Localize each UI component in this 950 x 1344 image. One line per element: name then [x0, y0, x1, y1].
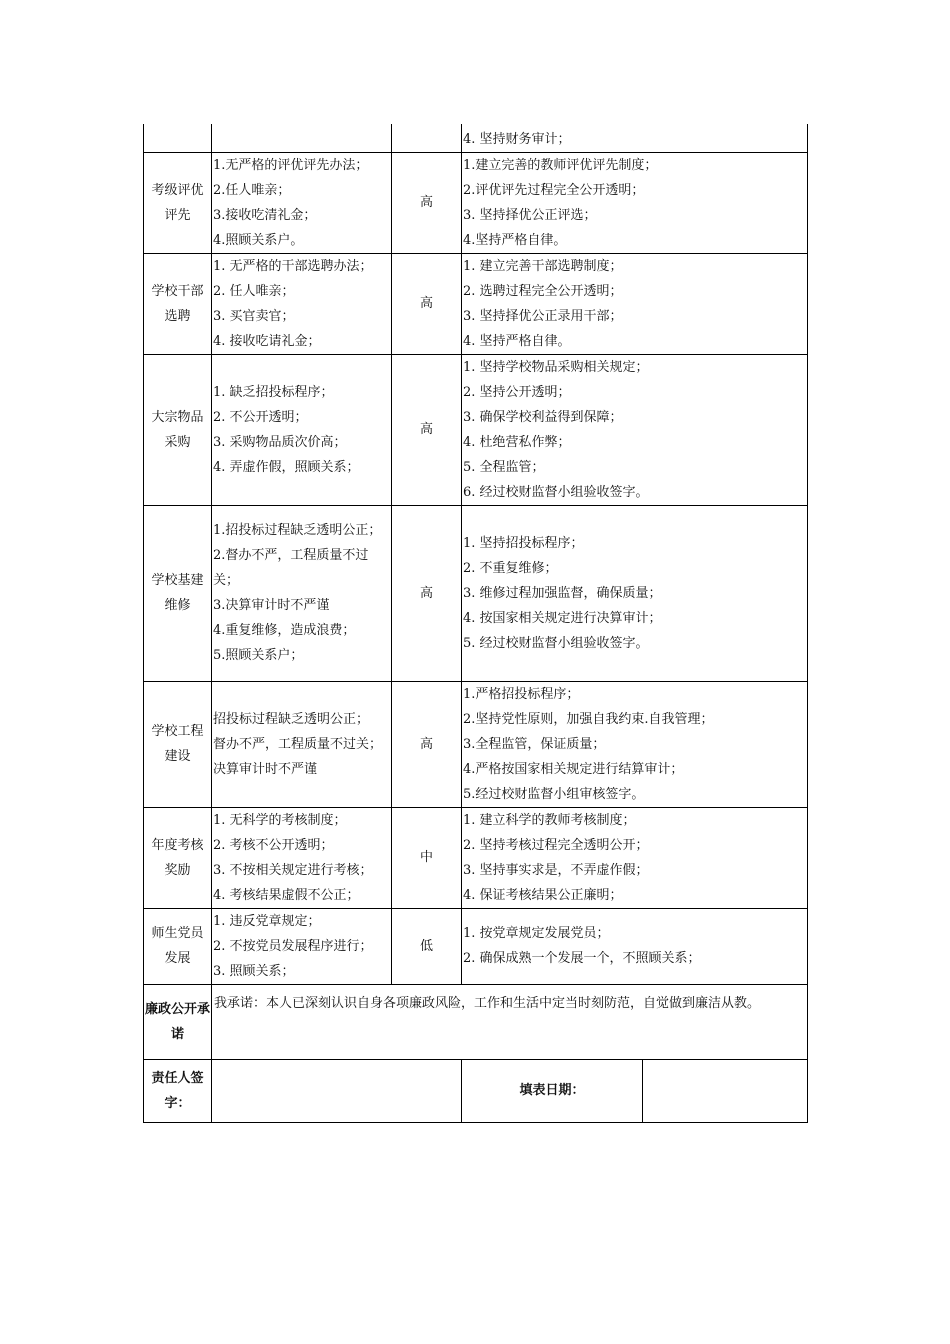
risk-item: 决算审计时不严谨 — [213, 761, 318, 777]
measure-item: 4. 坚持财务审计； — [463, 131, 571, 147]
table-row — [144, 807, 808, 908]
signature-field[interactable] — [212, 1059, 462, 1122]
measure-item: 1. 坚持学校物品采购相关规定； — [463, 359, 649, 375]
risk-item: 4.重复维修，造成浪费； — [213, 623, 356, 638]
risk-level-cell: 高 — [392, 253, 462, 354]
category-cell: 大宗物品采购 — [144, 354, 212, 505]
risk-cell — [212, 253, 392, 354]
risk-cell — [212, 152, 392, 253]
risk-level-cell: 高 — [392, 681, 462, 807]
measure-item: 4. 杜绝营私作弊； — [463, 434, 571, 450]
measure-item: 3.全程监管，保证质量； — [463, 736, 606, 752]
measure-item: 5. 经过校财监督小组验收签字。 — [463, 635, 649, 651]
measure-cell — [462, 354, 808, 505]
risk-item: 5.照顾关系户； — [213, 648, 304, 663]
measure-cell — [462, 152, 808, 253]
measure-item: 2. 不重复维修； — [463, 560, 558, 576]
table-row — [144, 908, 808, 984]
risk-level-cell: 高 — [392, 354, 462, 505]
measure-cell — [462, 908, 808, 984]
measure-item: 2. 坚持考核过程完全透明公开； — [463, 837, 649, 853]
measure-item: 2. 确保成熟一个发展一个，不照顾关系； — [463, 951, 701, 966]
risk-item: 2. 不公开透明； — [213, 409, 308, 425]
risk-item: 2.督办不严，工程质量不过关； — [213, 548, 369, 588]
risk-item: 1.招投标过程缺乏透明公正； — [213, 523, 382, 538]
risk-item: 1. 缺乏招投标程序； — [213, 384, 334, 400]
measure-item: 1.严格招投标程序； — [463, 686, 580, 702]
measure-item: 4.坚持严格自律。 — [463, 232, 567, 248]
risk-level-cell: 中 — [392, 807, 462, 908]
measure-item: 2. 选聘过程完全公开透明； — [463, 283, 623, 299]
risk-cell — [212, 124, 392, 152]
measure-item: 1.建立完善的教师评优评先制度； — [463, 157, 658, 173]
category-cell — [144, 124, 212, 152]
risk-item: 2. 任人唯亲； — [213, 283, 295, 299]
measure-item: 3. 坚持事实求是，不弄虚作假； — [463, 862, 649, 878]
measure-item: 2. 坚持公开透明； — [463, 384, 571, 400]
risk-table — [143, 124, 808, 1123]
risk-item: 3. 采购物品质次价高； — [213, 434, 347, 450]
measure-cell — [462, 253, 808, 354]
risk-item: 2. 考核不公开透明； — [213, 837, 334, 853]
risk-item: 3. 照顾关系； — [213, 963, 295, 979]
category-cell: 考级评优评先 — [144, 152, 212, 253]
measure-item: 2.坚持党性原则，加强自我约束.自我管理； — [463, 711, 714, 727]
risk-item: 3.决算审计时不严谨 — [213, 598, 330, 613]
risk-item: 1. 无严格的干部选聘办法； — [213, 258, 373, 274]
category-cell: 学校干部选聘 — [144, 253, 212, 354]
risk-level-cell — [392, 124, 462, 152]
risk-item: 招投标过程缺乏透明公正； — [213, 711, 370, 727]
signature-label: 责任人签字： — [144, 1059, 212, 1122]
measure-item: 3. 确保学校利益得到保障； — [463, 409, 623, 425]
measure-cell — [462, 505, 808, 681]
category-cell: 师生党员发展 — [144, 908, 212, 984]
measure-item: 3. 维修过程加强监督，确保质量； — [463, 585, 662, 601]
risk-cell — [212, 681, 392, 807]
measure-item: 3. 坚持择优公正评选； — [463, 207, 597, 223]
promise-label: 廉政公开承诺 — [144, 984, 212, 1059]
table-row — [144, 681, 808, 807]
date-label: 填表日期： — [462, 1059, 643, 1122]
risk-item: 4. 接收吃请礼金； — [213, 333, 321, 349]
measure-item: 4. 保证考核结果公正廉明； — [463, 887, 623, 903]
table-row — [144, 505, 808, 681]
measure-item: 1. 建立完善干部选聘制度； — [463, 258, 623, 274]
signature-row — [144, 1059, 808, 1122]
measure-item: 1. 按党章规定发展党员； — [463, 926, 610, 941]
risk-cell — [212, 354, 392, 505]
risk-item: 1. 违反党章规定； — [213, 913, 321, 929]
risk-item: 督办不严，工程质量不过关； — [213, 736, 383, 752]
measure-cell — [462, 681, 808, 807]
risk-cell — [212, 908, 392, 984]
risk-item: 3. 买官卖官； — [213, 308, 295, 324]
measure-item: 1. 建立科学的教师考核制度； — [463, 812, 636, 828]
risk-item: 4. 弄虚作假，照顾关系； — [213, 459, 360, 475]
measure-cell — [462, 124, 808, 152]
risk-level-cell: 低 — [392, 908, 462, 984]
risk-level-cell: 高 — [392, 152, 462, 253]
measure-item: 1. 坚持招投标程序； — [463, 535, 584, 551]
table-row — [144, 354, 808, 505]
risk-item: 4. 考核结果虚假不公正； — [213, 887, 360, 903]
category-cell: 学校基建维修 — [144, 505, 212, 681]
risk-item: 4.照顾关系户。 — [213, 232, 304, 248]
measure-item: 6. 经过校财监督小组验收签字。 — [463, 484, 649, 500]
promise-row — [144, 984, 808, 1059]
measure-item: 4. 按国家相关规定进行决算审计； — [463, 610, 662, 626]
risk-cell — [212, 807, 392, 908]
measure-item: 4. 坚持严格自律。 — [463, 333, 571, 349]
measure-item: 3. 坚持择优公正录用干部； — [463, 308, 623, 324]
table-row — [144, 152, 808, 253]
risk-item: 2.任人唯亲； — [213, 182, 291, 198]
risk-item: 3.接收吃清礼金； — [213, 207, 317, 223]
risk-item: 1.无严格的评优评先办法； — [213, 157, 369, 173]
measure-item: 4.严格按国家相关规定进行结算审计； — [463, 761, 684, 777]
risk-item: 2. 不按党员发展程序进行； — [213, 938, 373, 954]
risk-level-cell: 高 — [392, 505, 462, 681]
date-field[interactable] — [643, 1059, 808, 1122]
measure-item: 2.评优评先过程完全公开透明； — [463, 182, 645, 198]
measure-item: 5.经过校财监督小组审核签字。 — [463, 786, 645, 802]
promise-text: 我承诺：本人已深刻认识自身各项廉政风险，工作和生活中定当时刻防范，自觉做到廉洁从教。 — [212, 984, 808, 1059]
risk-item: 3. 不按相关规定进行考核； — [213, 862, 373, 878]
table-row — [144, 253, 808, 354]
risk-cell — [212, 505, 392, 681]
category-cell: 年度考核奖励 — [144, 807, 212, 908]
risk-item: 1. 无科学的考核制度； — [213, 812, 347, 828]
category-cell: 学校工程建设 — [144, 681, 212, 807]
measure-item: 5. 全程监管； — [463, 459, 545, 475]
measure-cell — [462, 807, 808, 908]
risk-table-body — [144, 124, 808, 984]
table-row — [144, 124, 808, 152]
